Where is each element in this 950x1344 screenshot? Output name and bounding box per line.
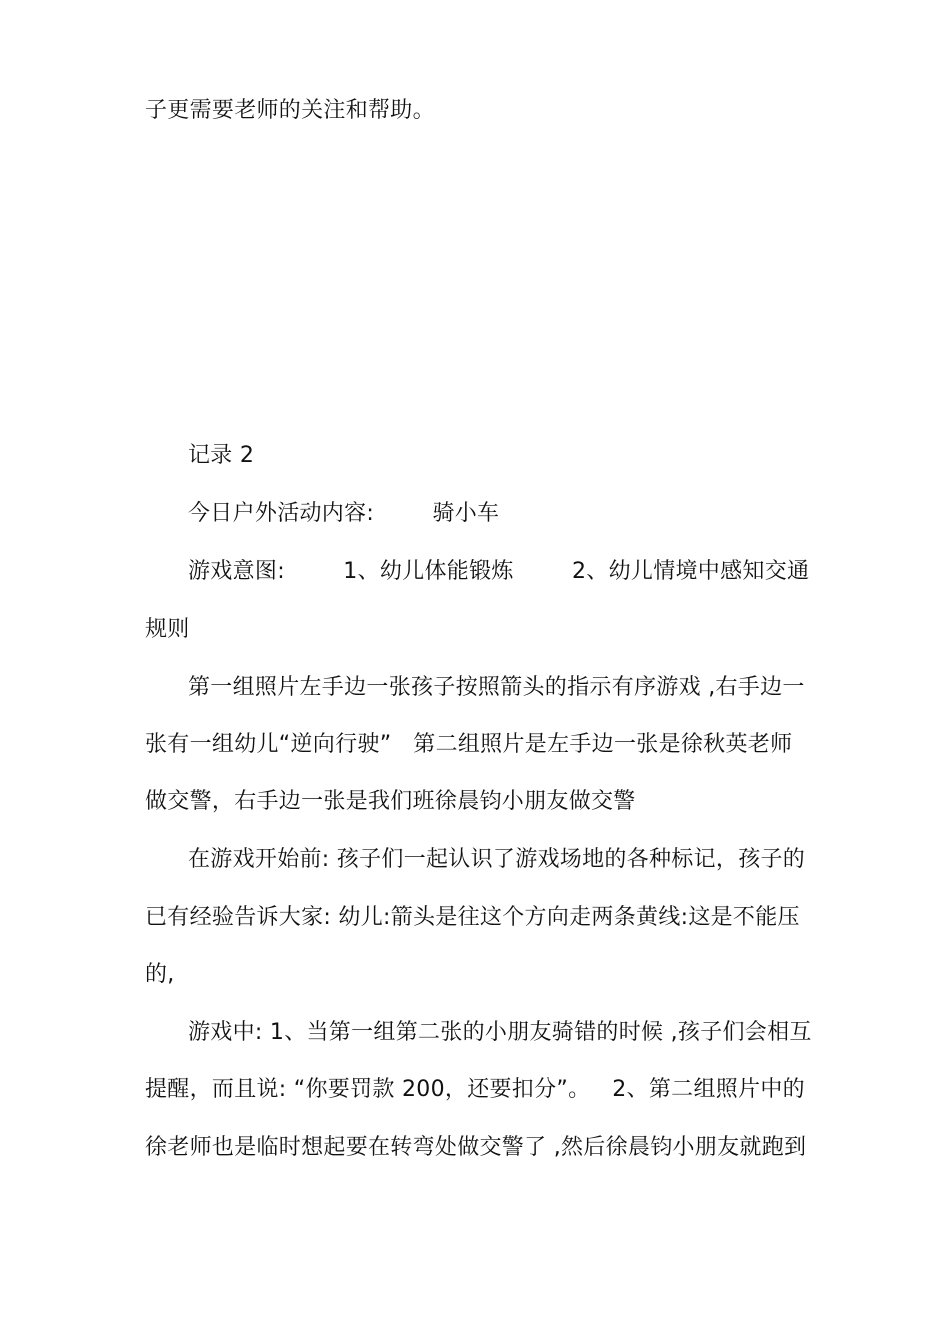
paragraph-during-line-2: 提醒，而且说: “你要罚款 200，还要扣分”。 2、第二组照片中的 (145, 1077, 805, 1102)
text-line-closing: 子更需要老师的关注和帮助。 (145, 98, 435, 123)
paragraph-during-line-1: 游戏中: 1、当第一组第二张的小朋友骑错的时候 ,孩子们会相互 (188, 1020, 812, 1045)
paragraph-before-line-2: 已有经验告诉大家: 幼儿:箭头是往这个方向走两条黄线:这是不能压 (145, 905, 800, 930)
game-intent-line: 游戏意图: 1、幼儿体能锻炼 2、幼儿情境中感知交通 (188, 559, 810, 584)
activity-content-line: 今日户外活动内容: 骑小车 (188, 501, 500, 526)
paragraph-photos-line-1: 第一组照片左手边一张孩子按照箭头的指示有序游戏 ,右手边一 (188, 675, 805, 700)
game-intent-line-cont: 规则 (145, 617, 190, 642)
paragraph-before-line-1: 在游戏开始前: 孩子们一起认识了游戏场地的各种标记，孩子的 (188, 847, 806, 872)
paragraph-during-line-3: 徐老师也是临时想起要在转弯处做交警了 ,然后徐晨钧小朋友就跑到 (145, 1135, 807, 1160)
paragraph-photos-line-2: 张有一组幼儿“逆向行驶” 第二组照片是左手边一张是徐秋英老师 (145, 732, 793, 757)
paragraph-before-line-3: 的, (145, 962, 175, 987)
record-heading: 记录 2 (188, 443, 255, 468)
paragraph-photos-line-3: 做交警，右手边一张是我们班徐晨钧小朋友做交警 (145, 789, 636, 814)
